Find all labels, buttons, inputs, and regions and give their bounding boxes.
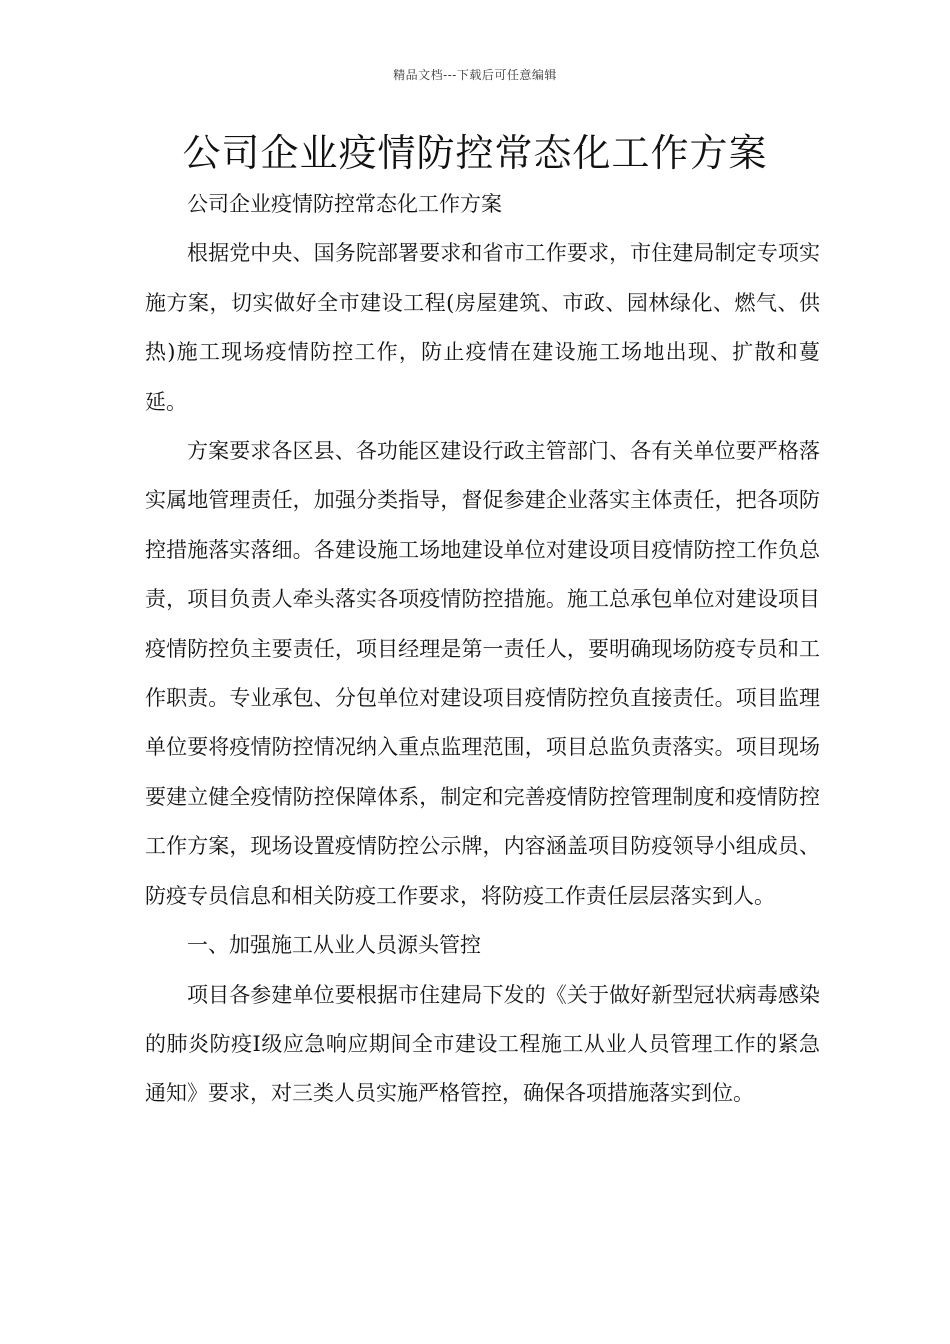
body-paragraph: 方案要求各区县、各功能区建设行政主管部门、各有关单位要严格落实属地管理责任，加强分类指导，督促参建企业落实主体责任，把各项防控措施落实落细。各建设施工场地建设单位对建设项目疫情防控工作负总责，项目负责人牵头落实各项疫情防控措施。施工总承包单位对建设项目疫情防控负主要责任，项目经理是第一责任人，要明确现场防疫专员和工作职责。专业承包、分包单位对建设项目疫情防控负直接责任。项目监理单位要将疫情防控情况纳入重点监理范围，项目总监负责落实。项目现场要建立健全疫情防控保障体系，制定和完善疫情防控管理制度和疫情防控工作方案，现场设置疫情防控公示牌，内容涵盖项目防疫领导小组成员、防疫专员信息和相关防疫工作要求，将防疫工作责任层层落实到人。 bbox=[145, 439, 820, 908]
section-heading: 一、加强施工从业人员源头管控 bbox=[187, 933, 481, 958]
document-body bbox=[145, 180, 820, 1119]
body-paragraph: 项目各参建单位要根据市住建局下发的《关于做好新型冠状病毒感染的肺炎防疫Ⅰ级应急响应期间全市建设工程施工从业人员管理工作的紧急通知》要求，对三类人员实施严格管控，确保各项措施落实到位。 bbox=[145, 982, 820, 1106]
header-note: 精品文档---下载后可任意编辑 bbox=[393, 68, 557, 82]
body-paragraph: 根据党中央、国务院部署要求和省市工作要求，市住建局制定专项实施方案，切实做好全市建设工程(房屋建筑、市政、园林绿化、燃气、供热)施工现场疫情防控工作，防止疫情在建设施工场地出现、扩散和蔓延。 bbox=[145, 241, 820, 414]
subtitle-paragraph: 公司企业疫情防控常态化工作方案 bbox=[187, 192, 502, 216]
document-title: 公司企业疫情防控常态化工作方案 bbox=[182, 131, 768, 175]
